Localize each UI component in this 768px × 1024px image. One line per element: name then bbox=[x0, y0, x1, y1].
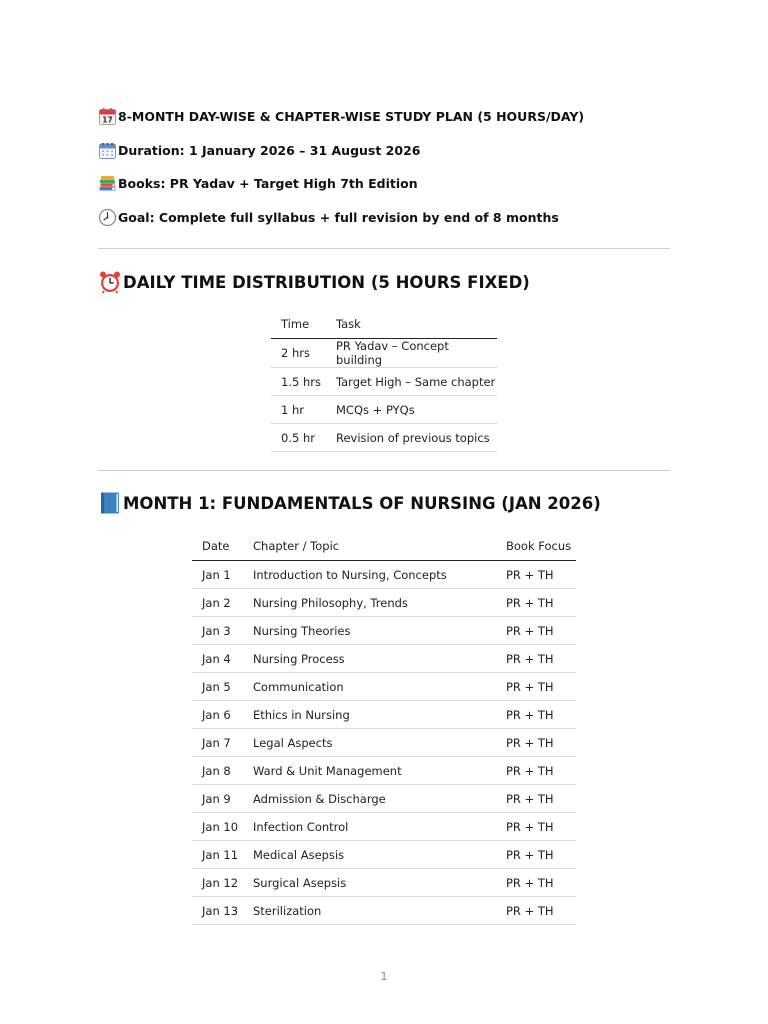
date-cell: Jan 7 bbox=[192, 729, 243, 757]
duration-text: Duration: 1 January 2026 – 31 August 2026 bbox=[118, 143, 421, 158]
table-row bbox=[271, 339, 497, 368]
book-focus-cell: PR + TH bbox=[496, 589, 576, 617]
table-row bbox=[192, 561, 576, 589]
chapter-cell: Ethics in Nursing bbox=[243, 701, 496, 729]
date-cell: Jan 11 bbox=[192, 841, 243, 869]
calendar-tear-off-icon bbox=[98, 107, 117, 126]
book-focus-cell: PR + TH bbox=[496, 869, 576, 897]
table-row bbox=[192, 897, 576, 925]
date-cell: Jan 13 bbox=[192, 897, 243, 925]
clock-icon bbox=[98, 208, 117, 227]
time-cell: 1 hr bbox=[271, 396, 326, 424]
divider bbox=[98, 470, 670, 471]
time-section-title bbox=[98, 270, 530, 294]
spiral-calendar-icon bbox=[98, 141, 117, 160]
date-cell: Jan 6 bbox=[192, 701, 243, 729]
chapter-cell: Communication bbox=[243, 673, 496, 701]
calendar-icon-number: 17 bbox=[102, 115, 113, 125]
table-header-row bbox=[271, 310, 497, 339]
books-icon bbox=[98, 174, 117, 193]
month1-schedule-table bbox=[192, 532, 576, 925]
book-focus-cell: PR + TH bbox=[496, 729, 576, 757]
column-header-time: Time bbox=[271, 310, 326, 339]
table-row bbox=[192, 701, 576, 729]
table-row bbox=[271, 424, 497, 452]
chapter-cell: Infection Control bbox=[243, 813, 496, 841]
table-row bbox=[192, 813, 576, 841]
date-cell: Jan 2 bbox=[192, 589, 243, 617]
table-row bbox=[192, 869, 576, 897]
book-focus-cell: PR + TH bbox=[496, 785, 576, 813]
chapter-cell: Nursing Process bbox=[243, 645, 496, 673]
column-header-chapter: Chapter / Topic bbox=[243, 532, 496, 561]
time-cell: 1.5 hrs bbox=[271, 368, 326, 396]
chapter-cell: Legal Aspects bbox=[243, 729, 496, 757]
time-section-title-text: DAILY TIME DISTRIBUTION (5 HOURS FIXED) bbox=[123, 272, 530, 292]
book-focus-cell: PR + TH bbox=[496, 813, 576, 841]
chapter-cell: Surgical Asepsis bbox=[243, 869, 496, 897]
table-row bbox=[271, 396, 497, 424]
chapter-cell: Sterilization bbox=[243, 897, 496, 925]
table-row bbox=[192, 589, 576, 617]
month1-title bbox=[98, 491, 601, 515]
books-line bbox=[98, 174, 418, 193]
page-number: 1 bbox=[380, 970, 388, 983]
alarm-clock-icon bbox=[98, 270, 122, 294]
task-cell: MCQs + PYQs bbox=[326, 396, 497, 424]
month1-title-text: MONTH 1: FUNDAMENTALS OF NURSING (JAN 2026) bbox=[123, 493, 601, 513]
chapter-cell: Nursing Theories bbox=[243, 617, 496, 645]
book-focus-cell: PR + TH bbox=[496, 561, 576, 589]
task-cell: Target High – Same chapter bbox=[326, 368, 497, 396]
plan-title-text: 8-MONTH DAY-WISE & CHAPTER-WISE STUDY PLAN (5 HOURS/DAY) bbox=[118, 109, 585, 124]
date-cell: Jan 10 bbox=[192, 813, 243, 841]
book-focus-cell: PR + TH bbox=[496, 617, 576, 645]
duration-line bbox=[98, 141, 420, 160]
goal-line bbox=[98, 208, 559, 227]
books-text: Books: PR Yadav + Target High 7th Edition bbox=[118, 176, 418, 191]
chapter-cell: Nursing Philosophy, Trends bbox=[243, 589, 496, 617]
chapter-cell: Introduction to Nursing, Concepts bbox=[243, 561, 496, 589]
book-focus-cell: PR + TH bbox=[496, 673, 576, 701]
divider bbox=[98, 248, 670, 249]
column-header-task: Task bbox=[326, 310, 497, 339]
date-cell: Jan 4 bbox=[192, 645, 243, 673]
table-row bbox=[271, 368, 497, 396]
date-cell: Jan 3 bbox=[192, 617, 243, 645]
column-header-date: Date bbox=[192, 532, 243, 561]
chapter-cell: Admission & Discharge bbox=[243, 785, 496, 813]
blue-book-icon bbox=[98, 491, 122, 515]
book-focus-cell: PR + TH bbox=[496, 757, 576, 785]
task-cell: PR Yadav – Concept building bbox=[326, 339, 497, 368]
date-cell: Jan 12 bbox=[192, 869, 243, 897]
time-cell: 2 hrs bbox=[271, 339, 326, 368]
task-cell: Revision of previous topics bbox=[326, 424, 497, 452]
time-distribution-table bbox=[271, 310, 497, 452]
date-cell: Jan 8 bbox=[192, 757, 243, 785]
date-cell: Jan 9 bbox=[192, 785, 243, 813]
table-row bbox=[192, 841, 576, 869]
table-row bbox=[192, 617, 576, 645]
time-cell: 0.5 hr bbox=[271, 424, 326, 452]
table-row bbox=[192, 673, 576, 701]
column-header-book-focus: Book Focus bbox=[496, 532, 576, 561]
book-focus-cell: PR + TH bbox=[496, 701, 576, 729]
book-focus-cell: PR + TH bbox=[496, 841, 576, 869]
table-row bbox=[192, 785, 576, 813]
date-cell: Jan 5 bbox=[192, 673, 243, 701]
plan-title bbox=[98, 107, 584, 126]
goal-text: Goal: Complete full syllabus + full revision by end of 8 months bbox=[118, 210, 559, 225]
table-row bbox=[192, 645, 576, 673]
date-cell: Jan 1 bbox=[192, 561, 243, 589]
chapter-cell: Medical Asepsis bbox=[243, 841, 496, 869]
book-focus-cell: PR + TH bbox=[496, 645, 576, 673]
table-row bbox=[192, 757, 576, 785]
table-row bbox=[192, 729, 576, 757]
table-header-row bbox=[192, 532, 576, 561]
book-focus-cell: PR + TH bbox=[496, 897, 576, 925]
chapter-cell: Ward & Unit Management bbox=[243, 757, 496, 785]
